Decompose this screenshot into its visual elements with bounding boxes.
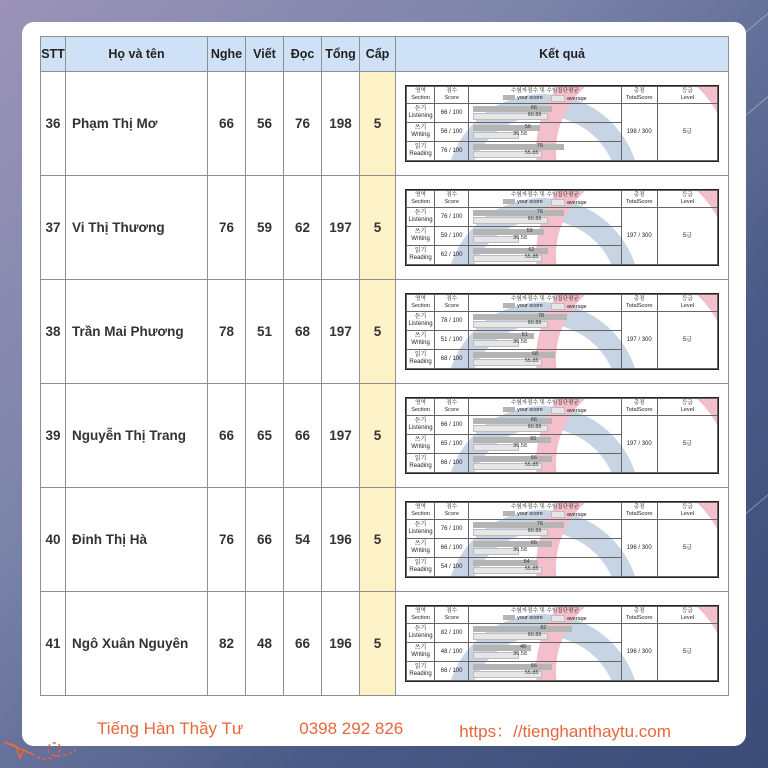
report-listening-bars xyxy=(469,312,621,331)
average-value: 60.89 xyxy=(527,632,542,639)
report-total-value: 196 / 300 xyxy=(621,624,657,681)
average-value: 55.85 xyxy=(524,254,539,261)
cell-total: 197 xyxy=(322,384,360,488)
report-chart-header: 수험자점수 및 수험집단평균 your score average xyxy=(469,502,621,519)
report-reading-score: 76 / 100 xyxy=(435,142,469,161)
report-listening-bars xyxy=(469,416,621,435)
header-listening: Nghe xyxy=(208,37,246,72)
report-listening-label: 듣기 Listening xyxy=(407,312,435,331)
report-chart-header: 수험자점수 및 수험집단평균 your score average xyxy=(469,190,621,207)
report-header-row xyxy=(407,398,718,415)
footer-phone: 0398 292 826 xyxy=(299,719,404,738)
cell-level: 5 xyxy=(360,488,396,592)
report-reading-label: 읽기 Reading xyxy=(407,662,435,681)
your-score-value: 76 xyxy=(536,143,543,150)
report-level-value: 5급 xyxy=(657,624,717,681)
report-writing-bars xyxy=(469,539,621,558)
report-section-header: 영역 Section xyxy=(407,294,435,311)
cell-level: 5 xyxy=(360,384,396,488)
average-value: 36.58 xyxy=(513,235,527,242)
average-value: 60.89 xyxy=(527,112,542,119)
report-writing-score: 48 / 100 xyxy=(435,643,469,662)
report-total-value: 197 / 300 xyxy=(621,416,657,473)
score-report xyxy=(405,293,719,370)
your-score-bar xyxy=(473,456,552,462)
cell-stt: 40 xyxy=(41,488,66,592)
average-value: 55.85 xyxy=(524,462,539,469)
cell-reading: 76 xyxy=(284,72,322,176)
report-total-value: 196 / 300 xyxy=(621,520,657,577)
cell-writing: 56 xyxy=(246,72,284,176)
your-score-value: 56 xyxy=(524,124,531,131)
your-score-value: 66 xyxy=(530,663,537,670)
report-writing-label: 쓰기 Writing xyxy=(407,643,435,662)
cell-level: 5 xyxy=(360,280,396,384)
cell-reading: 62 xyxy=(284,176,322,280)
average-value: 36.58 xyxy=(513,339,527,346)
your-score-value: 76 xyxy=(536,521,543,528)
your-score-value: 68 xyxy=(531,351,539,358)
report-total-header: 총점 TotalScore xyxy=(621,86,657,103)
average-value: 60.89 xyxy=(527,424,542,431)
header-stt: STT xyxy=(41,37,66,72)
report-writing-label: 쓰기 Writing xyxy=(407,539,435,558)
report-section-header: 영역 Section xyxy=(407,398,435,415)
report-level-value: 5급 xyxy=(657,312,717,369)
cell-stt: 36 xyxy=(41,72,66,176)
cell-writing: 51 xyxy=(246,280,284,384)
report-score-header: 점수 Score xyxy=(435,502,469,519)
table-row xyxy=(41,72,729,176)
report-listening-row xyxy=(407,208,718,227)
report-score-header: 점수 Score xyxy=(435,190,469,207)
report-listening-score: 66 / 100 xyxy=(435,104,469,123)
report-legend: your score average xyxy=(469,615,620,623)
cell-result xyxy=(396,176,729,280)
report-total-value: 197 / 300 xyxy=(621,312,657,369)
cell-listening: 76 xyxy=(208,176,246,280)
report-listening-row xyxy=(407,624,718,643)
report-listening-row xyxy=(407,416,718,435)
report-listening-score: 78 / 100 xyxy=(435,312,469,331)
report-writing-bars xyxy=(469,435,621,454)
report-listening-bars xyxy=(469,104,621,123)
cell-result xyxy=(396,592,729,696)
report-level-value: 5급 xyxy=(657,416,717,473)
report-legend: your score average xyxy=(469,407,620,415)
results-card xyxy=(22,22,746,746)
cell-writing: 65 xyxy=(246,384,284,488)
average-value: 36.58 xyxy=(513,651,527,658)
your-score-value: 82 xyxy=(540,625,547,632)
report-header-row xyxy=(407,294,718,311)
your-score-value: 66 xyxy=(530,540,537,547)
report-listening-label: 듣기 Listening xyxy=(407,104,435,123)
cell-writing: 66 xyxy=(246,488,284,592)
report-level-value: 5급 xyxy=(657,520,717,577)
average-value: 55.85 xyxy=(524,566,539,573)
report-reading-score: 66 / 100 xyxy=(435,454,469,473)
report-level-header: 등급 Level xyxy=(657,398,717,415)
report-reading-label: 읽기 Reading xyxy=(407,454,435,473)
report-listening-label: 듣기 Listening xyxy=(407,208,435,227)
your-score-bar xyxy=(473,522,564,528)
cell-level: 5 xyxy=(360,72,396,176)
average-value: 55.85 xyxy=(524,358,539,365)
report-writing-bars xyxy=(469,123,621,142)
report-legend: your score average xyxy=(469,511,620,519)
report-score-header: 점수 Score xyxy=(435,398,469,415)
cell-result xyxy=(396,384,729,488)
your-score-bar xyxy=(473,229,544,235)
cell-total: 198 xyxy=(322,72,360,176)
report-level-header: 등급 Level xyxy=(657,502,717,519)
cell-name: Vi Thị Thương xyxy=(66,176,208,280)
your-score-bar xyxy=(473,664,552,670)
report-writing-label: 쓰기 Writing xyxy=(407,227,435,246)
average-value: 36.58 xyxy=(513,547,527,554)
cell-reading: 66 xyxy=(284,384,322,488)
report-level-value: 5급 xyxy=(657,208,717,265)
report-total-value: 197 / 300 xyxy=(621,208,657,265)
header-level: Cấp xyxy=(360,37,396,72)
report-legend: your score average xyxy=(469,303,620,311)
report-score-header: 점수 Score xyxy=(435,606,469,623)
report-writing-score: 59 / 100 xyxy=(435,227,469,246)
your-score-value: 66 xyxy=(530,455,537,462)
your-score-bar xyxy=(473,210,564,216)
report-listening-row xyxy=(407,520,718,539)
report-header-row xyxy=(407,606,718,623)
report-reading-label: 읽기 Reading xyxy=(407,142,435,161)
score-report xyxy=(405,605,719,682)
cell-listening: 66 xyxy=(208,384,246,488)
report-writing-score: 65 / 100 xyxy=(435,435,469,454)
table-row xyxy=(41,280,729,384)
score-report xyxy=(405,397,719,474)
report-listening-bars xyxy=(469,624,621,643)
report-header-row xyxy=(407,502,718,519)
report-total-value: 198 / 300 xyxy=(621,104,657,161)
report-writing-score: 51 / 100 xyxy=(435,331,469,350)
report-listening-score: 76 / 100 xyxy=(435,520,469,539)
cell-stt: 41 xyxy=(41,592,66,696)
report-reading-score: 68 / 100 xyxy=(435,350,469,369)
report-writing-bars xyxy=(469,643,621,662)
your-score-bar xyxy=(473,626,571,632)
score-report xyxy=(405,501,719,578)
cell-result xyxy=(396,488,729,592)
report-reading-bars xyxy=(469,246,621,265)
header-reading: Đọc xyxy=(284,37,322,72)
header-result: Kết quả xyxy=(396,37,729,72)
your-score-value: 76 xyxy=(536,209,543,216)
results-table xyxy=(40,36,729,696)
report-chart-header: 수험자점수 및 수험집단평균 your score average xyxy=(469,294,621,311)
report-reading-bars xyxy=(469,142,621,161)
average-value: 36.58 xyxy=(513,443,527,450)
your-score-value: 78 xyxy=(537,313,545,320)
cell-stt: 38 xyxy=(41,280,66,384)
average-value: 55.85 xyxy=(524,150,539,157)
report-chart-header: 수험자점수 및 수험집단평균 your score average xyxy=(469,606,621,623)
cell-listening: 78 xyxy=(208,280,246,384)
average-value: 60.89 xyxy=(527,216,542,223)
report-listening-score: 66 / 100 xyxy=(435,416,469,435)
your-score-value: 65 xyxy=(530,436,537,443)
cell-name: Phạm Thị Mơ xyxy=(66,72,208,176)
cell-result xyxy=(396,280,729,384)
report-writing-label: 쓰기 Writing xyxy=(407,435,435,454)
report-listening-label: 듣기 Listening xyxy=(407,520,435,539)
table-row xyxy=(41,176,729,280)
cell-listening: 76 xyxy=(208,488,246,592)
report-total-header: 총점 TotalScore xyxy=(621,398,657,415)
report-listening-bars xyxy=(469,520,621,539)
report-listening-score: 76 / 100 xyxy=(435,208,469,227)
report-reading-label: 읽기 Reading xyxy=(407,246,435,265)
score-report xyxy=(405,189,719,266)
report-level-header: 등급 Level xyxy=(657,190,717,207)
report-section-header: 영역 Section xyxy=(407,86,435,103)
report-writing-label: 쓰기 Writing xyxy=(407,331,435,350)
your-score-value: 48 xyxy=(519,644,527,651)
header-writing: Viết xyxy=(246,37,284,72)
report-header-row xyxy=(407,190,718,207)
cell-name: Nguyễn Thị Trang xyxy=(66,384,208,488)
report-writing-score: 56 / 100 xyxy=(435,123,469,142)
report-reading-score: 62 / 100 xyxy=(435,246,469,265)
cell-total: 197 xyxy=(322,280,360,384)
table-row xyxy=(41,592,729,696)
footer-website[interactable]: https：//tienghanthaytu.com xyxy=(459,721,671,741)
report-listening-label: 듣기 Listening xyxy=(407,624,435,643)
cell-listening: 82 xyxy=(208,592,246,696)
report-writing-score: 66 / 100 xyxy=(435,539,469,558)
table-header-row xyxy=(41,37,729,72)
report-reading-score: 66 / 100 xyxy=(435,662,469,681)
cell-stt: 37 xyxy=(41,176,66,280)
report-reading-score: 54 / 100 xyxy=(435,558,469,577)
your-score-value: 66 xyxy=(530,417,537,424)
your-score-value: 62 xyxy=(528,247,535,254)
table-row xyxy=(41,384,729,488)
average-value: 36.58 xyxy=(513,131,527,138)
report-listening-row xyxy=(407,104,718,123)
report-reading-bars xyxy=(469,558,621,577)
report-reading-bars xyxy=(469,662,621,681)
footer xyxy=(22,714,746,744)
report-level-header: 등급 Level xyxy=(657,86,717,103)
cell-listening: 66 xyxy=(208,72,246,176)
report-listening-row xyxy=(407,312,718,331)
report-listening-label: 듣기 Listening xyxy=(407,416,435,435)
report-reading-label: 읽기 Reading xyxy=(407,558,435,577)
footer-brand: Tiếng Hàn Thầy Tư xyxy=(97,719,244,738)
average-value: 60.89 xyxy=(527,528,542,535)
report-writing-bars xyxy=(469,227,621,246)
cell-level: 5 xyxy=(360,592,396,696)
report-score-header: 점수 Score xyxy=(435,294,469,311)
report-total-header: 총점 TotalScore xyxy=(621,190,657,207)
report-section-header: 영역 Section xyxy=(407,606,435,623)
table-row xyxy=(41,488,729,592)
header-name: Họ và tên xyxy=(66,37,208,72)
cell-result xyxy=(396,72,729,176)
cell-reading: 54 xyxy=(284,488,322,592)
report-chart-header: 수험자점수 및 수험집단평균 your score average xyxy=(469,398,621,415)
your-score-bar xyxy=(473,314,567,320)
report-header-row xyxy=(407,86,718,103)
report-total-header: 총점 TotalScore xyxy=(621,502,657,519)
cell-reading: 68 xyxy=(284,280,322,384)
your-score-bar xyxy=(473,144,564,150)
report-reading-bars xyxy=(469,454,621,473)
report-total-header: 총점 TotalScore xyxy=(621,294,657,311)
your-score-value: 54 xyxy=(523,559,530,566)
cell-writing: 48 xyxy=(246,592,284,696)
cell-total: 196 xyxy=(322,488,360,592)
score-report xyxy=(405,85,719,162)
your-score-value: 51 xyxy=(521,332,528,339)
cell-name: Đinh Thị Hà xyxy=(66,488,208,592)
cell-total: 197 xyxy=(322,176,360,280)
report-section-header: 영역 Section xyxy=(407,502,435,519)
report-legend: your score average xyxy=(469,199,620,207)
report-level-header: 등급 Level xyxy=(657,606,717,623)
paper-plane-icon xyxy=(2,728,82,764)
cell-name: Trần Mai Phương xyxy=(66,280,208,384)
report-writing-label: 쓰기 Writing xyxy=(407,123,435,142)
cell-stt: 39 xyxy=(41,384,66,488)
report-chart-header: 수험자점수 및 수험집단평균 your score average xyxy=(469,86,621,103)
report-writing-bars xyxy=(469,331,621,350)
average-value: 60.89 xyxy=(527,320,542,327)
report-score-header: 점수 Score xyxy=(435,86,469,103)
header-total: Tổng xyxy=(322,37,360,72)
average-value: 55.85 xyxy=(524,670,539,677)
cell-total: 196 xyxy=(322,592,360,696)
report-listening-bars xyxy=(469,208,621,227)
report-reading-bars xyxy=(469,350,621,369)
report-total-header: 총점 TotalScore xyxy=(621,606,657,623)
report-listening-score: 82 / 100 xyxy=(435,624,469,643)
your-score-bar xyxy=(473,352,555,358)
cell-writing: 59 xyxy=(246,176,284,280)
report-level-header: 등급 Level xyxy=(657,294,717,311)
cell-level: 5 xyxy=(360,176,396,280)
cell-reading: 66 xyxy=(284,592,322,696)
report-level-value: 5급 xyxy=(657,104,717,161)
cell-name: Ngô Xuân Nguyên xyxy=(66,592,208,696)
report-reading-label: 읽기 Reading xyxy=(407,350,435,369)
your-score-value: 59 xyxy=(526,228,533,235)
report-section-header: 영역 Section xyxy=(407,190,435,207)
report-legend: your score average xyxy=(469,95,620,103)
your-score-value: 66 xyxy=(530,105,537,112)
